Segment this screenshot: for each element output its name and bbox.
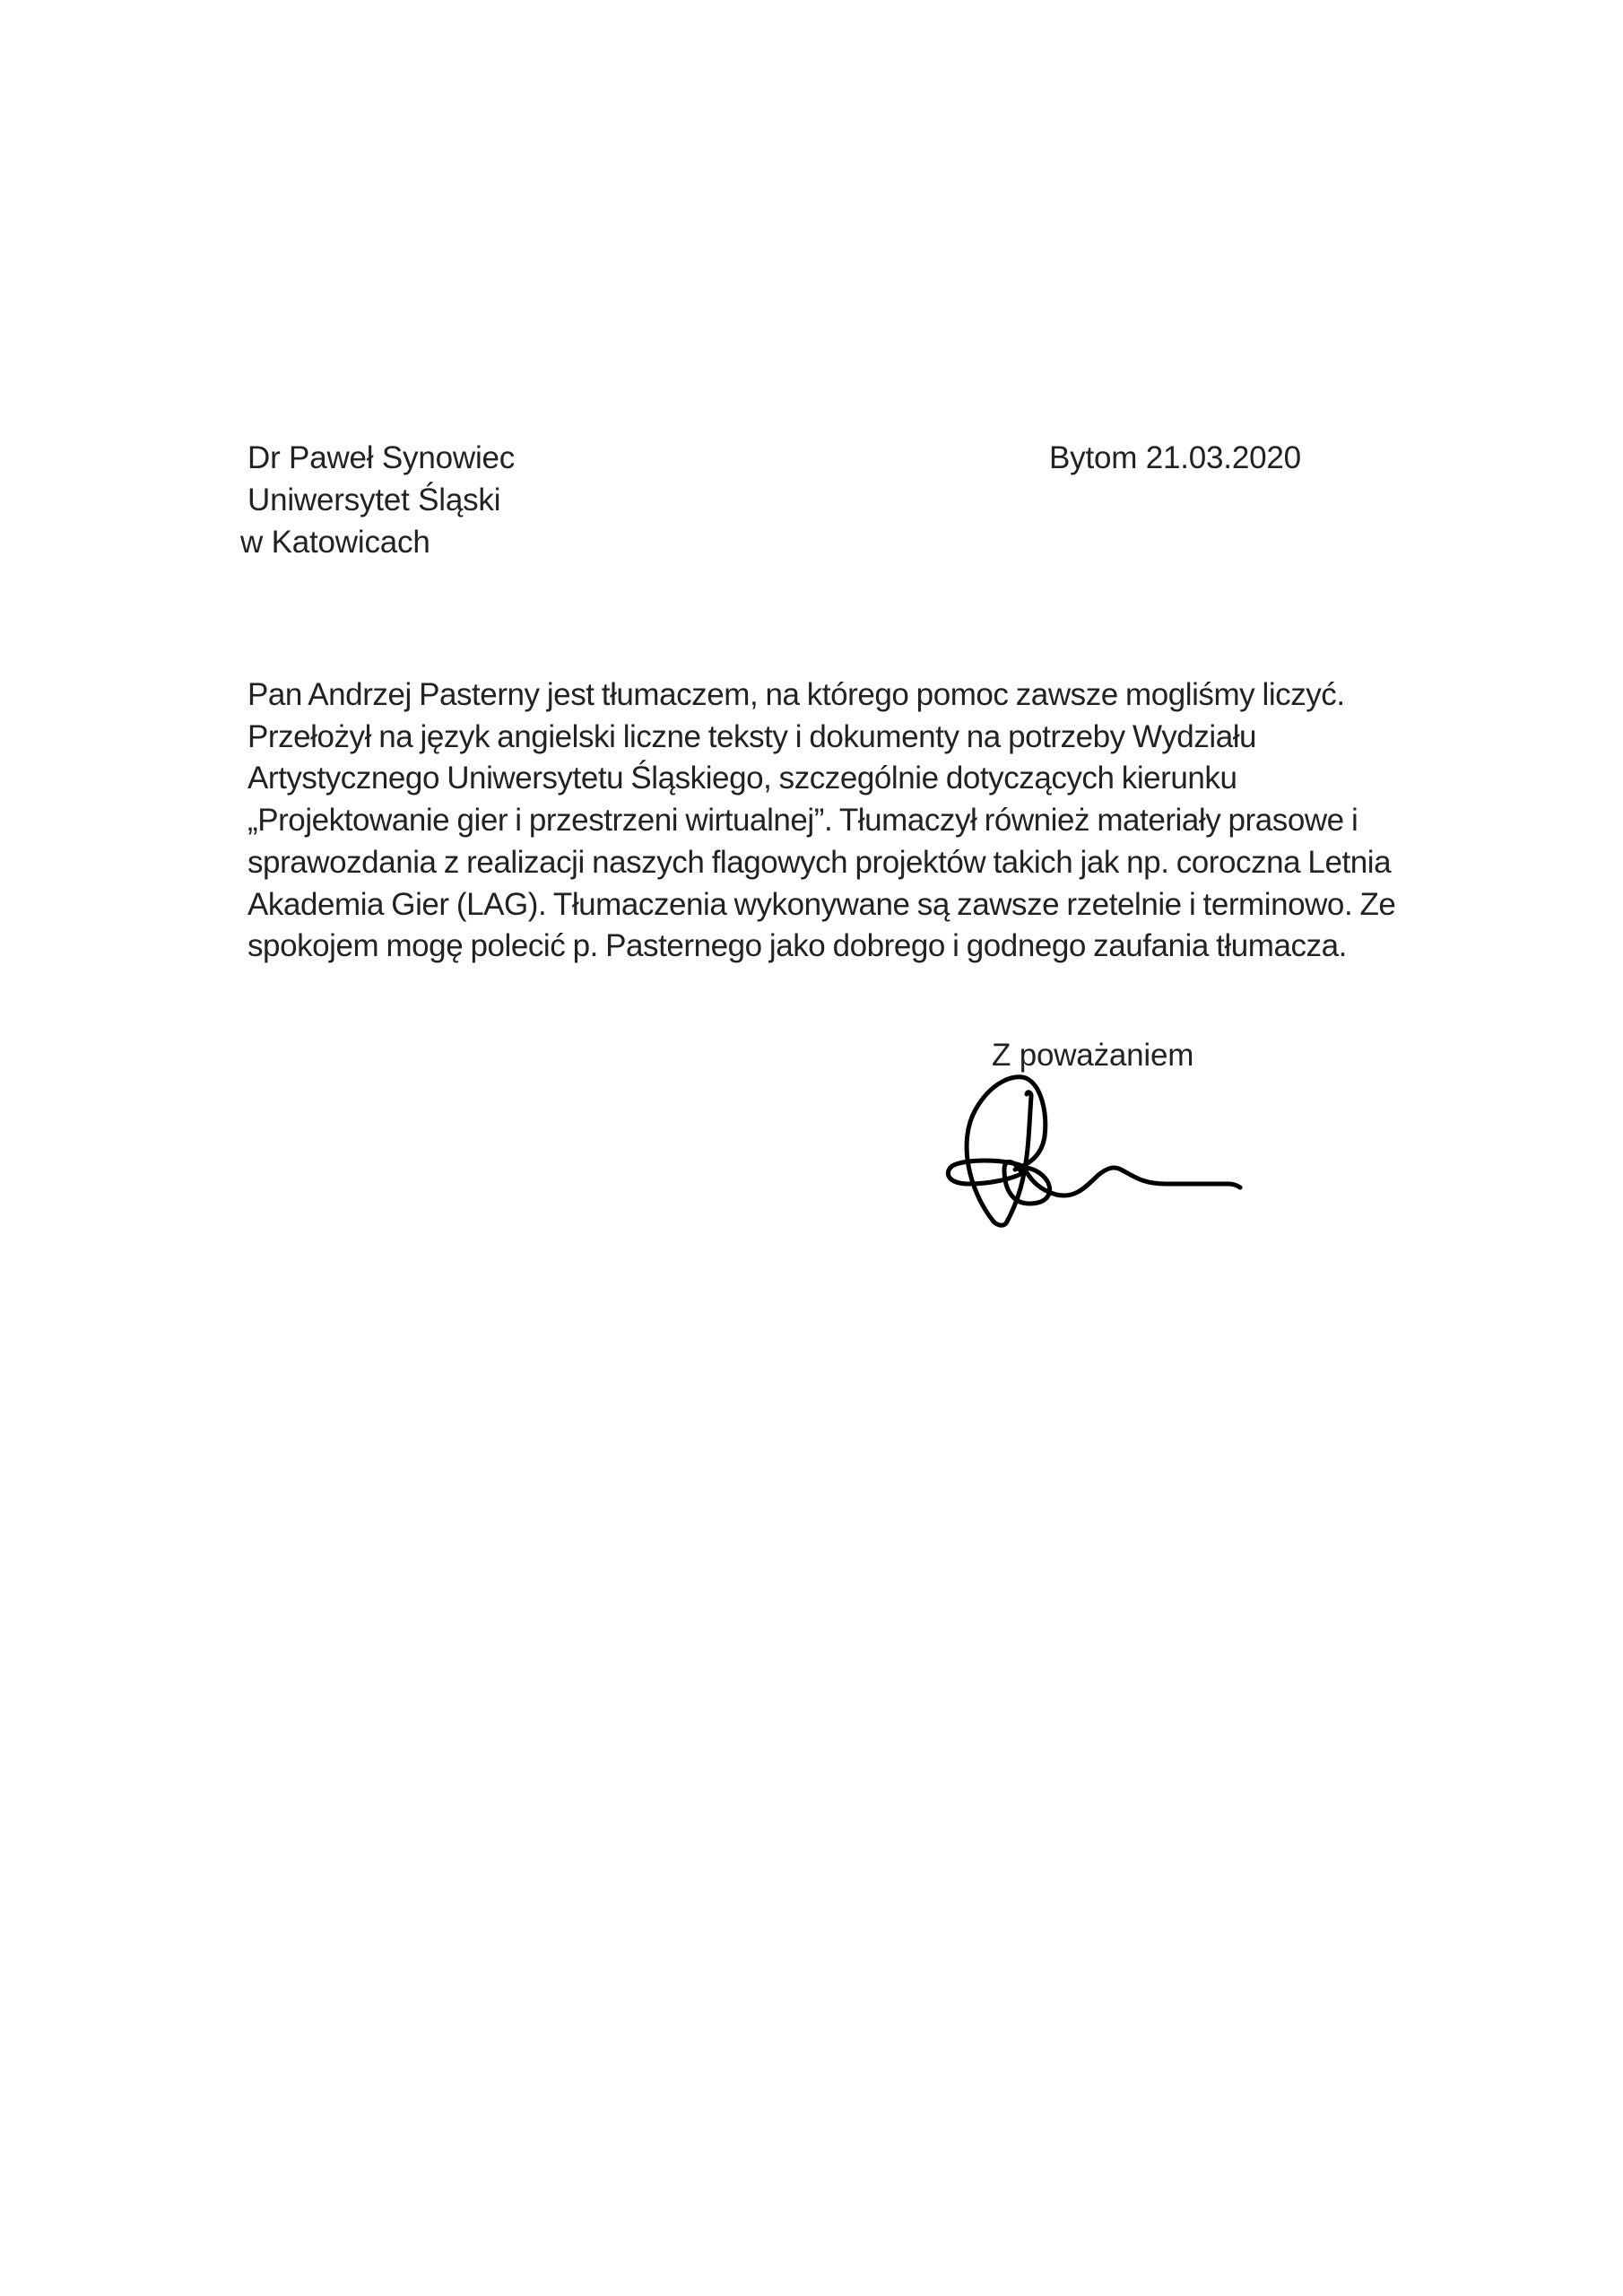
- place-and-date: Bytom 21.03.2020: [1049, 440, 1301, 475]
- sender-institution: Uniwersytet Śląski: [247, 483, 501, 517]
- body-line: Akademia Gier (LAG). Tłumaczenia wykonywane są zawsze rzetelnie i terminowo. Ze: [247, 886, 1396, 922]
- closing-salutation: Z poważaniem: [992, 1038, 1194, 1073]
- letter-body: [247, 674, 1396, 968]
- body-line: Artystycznego Uniwersytetu Śląskiego, szczególnie dotyczących kierunku: [247, 761, 1237, 796]
- handwritten-signature-icon: [942, 1069, 1246, 1231]
- body-line: „Projektowanie gier i przestrzeni wirtualnej”. Tłumaczył również materiały prasowe i: [247, 803, 1358, 839]
- sender-city: w Katowicach: [240, 525, 430, 560]
- body-line: spokojem mogę polecić p. Pasternego jako dobrego i godnego zaufania tłumacza.: [247, 928, 1347, 964]
- sender-name: Dr Paweł Synowiec: [247, 440, 516, 475]
- signature-stroke: [1004, 1161, 1240, 1204]
- body-line: Pan Andrzej Pasterny jest tłumaczem, na którego pomoc zawsze mogliśmy liczyć.: [247, 677, 1345, 712]
- body-line: sprawozdania z realizacji naszych flagowych projektów takich jak np. coroczna Letnia: [247, 844, 1392, 880]
- signature-stroke: [967, 1077, 1046, 1222]
- body-line: Przełożył na język angielski liczne teksty i dokumenty na potrzeby Wydziału: [247, 718, 1257, 754]
